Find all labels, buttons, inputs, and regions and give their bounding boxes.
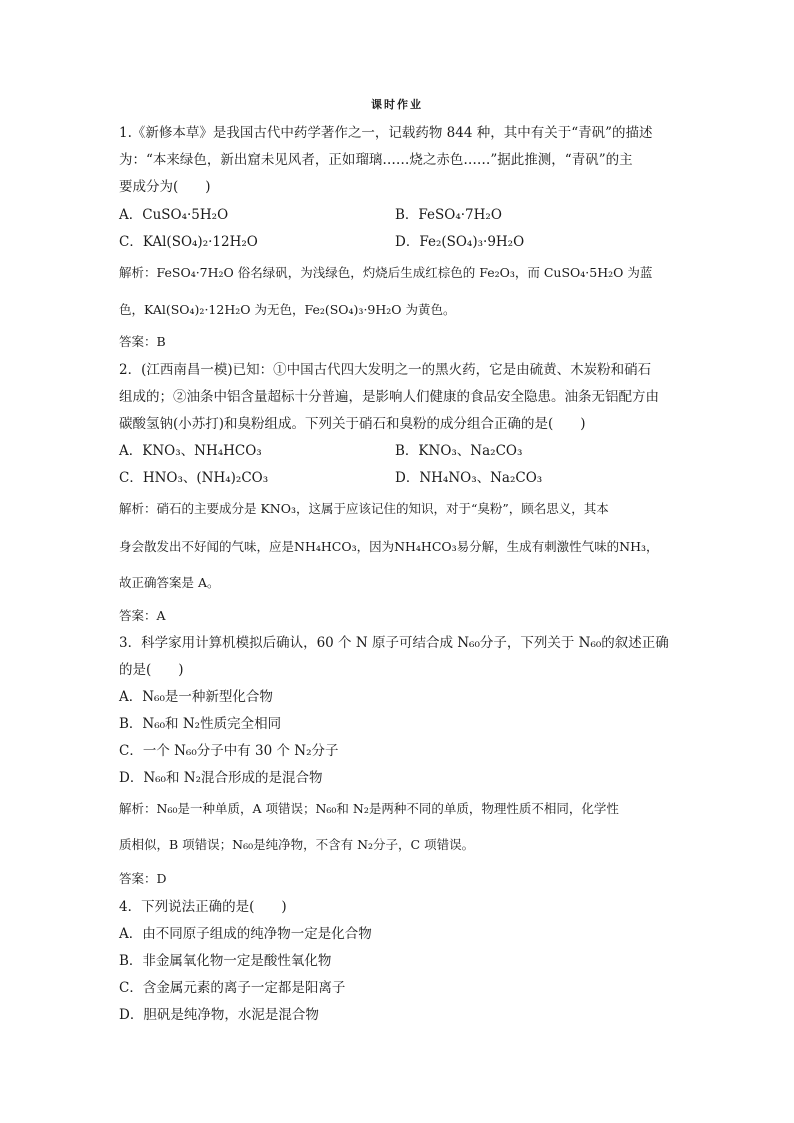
q1-option-b: B．FeSO₄·7H₂O xyxy=(395,207,502,223)
q1-option-c: C．KAl(SO₄)₂·12H₂O xyxy=(119,234,258,250)
q2-analysis-line-3: 故正确答案是 A。 xyxy=(119,575,220,590)
q3-analysis-line-2: 质相似，B 项错误；N₆₀是纯净物，不含有 N₂分子，C 项错误。 xyxy=(119,837,475,852)
q3-option-a: A．N₆₀是一种新型化合物 xyxy=(119,689,273,705)
q2-option-b: B．KNO₃、Na₂CO₃ xyxy=(395,443,523,459)
q3-option-c: C．一个 N₆₀分子中有 30 个 N₂分子 xyxy=(119,743,339,759)
q2-analysis-line-2: 身会散发出不好闻的气味，应是NH₄HCO₃，因为NH₄HCO₃易分解，生成有刺激性气味的NH₃， xyxy=(119,539,659,554)
q1-analysis-line-1: 解析：FeSO₄·7H₂O 俗名绿矾，为浅绿色，灼烧后生成红棕色的 Fe₂O₃，而 CuSO₄·5H₂O 为蓝 xyxy=(119,265,653,280)
q2-option-c: C．HNO₃、(NH₄)₂CO₃ xyxy=(119,470,269,486)
q2-analysis-line-1: 解析：硝石的主要成分是 KNO₃，这属于应该记住的知识，对于“臭粉”，顾名思义，其本 xyxy=(119,501,609,516)
q1-stem-line-1: 1.《新修本草》是我国古代中药学著作之一，记载药物 844 种，其中有关于“青矾”的描述 xyxy=(119,125,653,141)
q1-stem-line-3: 要成分为( ) xyxy=(119,179,211,195)
q3-analysis-line-1: 解析：N₆₀是一种单质，A 项错误；N₆₀和 N₂是两种不同的单质，物理性质不相同，化学性 xyxy=(119,801,619,816)
q3-answer: 答案：D xyxy=(119,871,167,886)
q2-option-a: A．KNO₃、NH₄HCO₃ xyxy=(119,443,262,459)
q4-option-b: B．非金属氧化物一定是酸性氧化物 xyxy=(119,953,332,969)
q1-answer: 答案：B xyxy=(119,334,166,349)
q2-stem-line-2: 组成的；②油条中铝含量超标十分普遍，是影响人们健康的食品安全隐患。油条无铝配方由 xyxy=(119,389,659,405)
q1-stem-line-2: 为：“本来绿色，新出窟未见风者，正如瑠璃……烧之赤色……”据此推测，“青矾”的主 xyxy=(119,152,633,168)
q1-option-d: D．Fe₂(SO₄)₃·9H₂O xyxy=(395,234,525,250)
q2-answer: 答案：A xyxy=(119,608,166,623)
q1-analysis-line-2: 色，KAl(SO₄)₂·12H₂O 为无色，Fe₂(SO₄)₃·9H₂O 为黄色。 xyxy=(119,302,456,317)
q4-option-c: C．含金属元素的离子一定都是阳离子 xyxy=(119,980,346,996)
q4-stem-line-1: 4．下列说法正确的是( ) xyxy=(119,899,287,915)
q1-option-a: A．CuSO₄·5H₂O xyxy=(119,207,229,223)
q3-option-d: D．N₆₀和 N₂混合形成的是混合物 xyxy=(119,770,323,786)
q3-stem-line-2: 的是( ) xyxy=(119,662,184,678)
q2-option-d: D．NH₄NO₃、Na₂CO₃ xyxy=(395,470,543,486)
q4-option-d: D．胆矾是纯净物，水泥是混合物 xyxy=(119,1007,319,1023)
q2-stem-line-1: 2．(江西南昌一模)已知：①中国古代四大发明之一的黑火药，它是由硫黄、木炭粉和硝石 xyxy=(119,362,652,378)
q2-stem-line-3: 碳酸氢钠(小苏打)和臭粉组成。下列关于硝石和臭粉的成分组合正确的是( ) xyxy=(119,416,586,432)
q3-stem-line-1: 3．科学家用计算机模拟后确认，60 个 N 原子可结合成 N₆₀分子，下列关于 N₆₀的叙述正确 xyxy=(119,635,669,651)
q3-option-b: B．N₆₀和 N₂性质完全相同 xyxy=(119,716,282,732)
page-title: 课时作业 xyxy=(371,98,423,111)
q4-option-a: A．由不同原子组成的纯净物一定是化合物 xyxy=(119,926,372,942)
